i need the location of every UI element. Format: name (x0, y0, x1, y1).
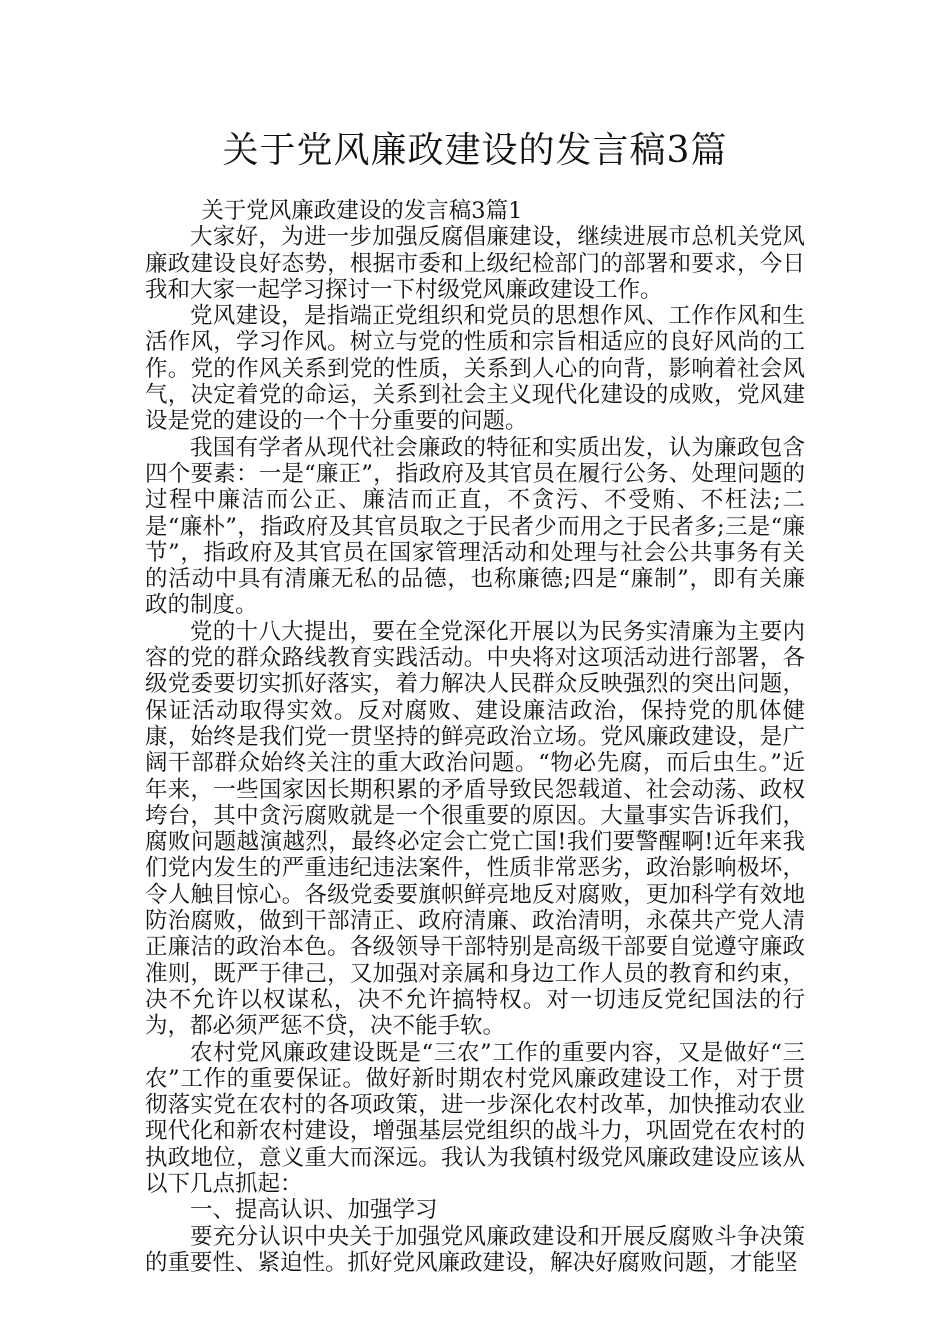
document-subtitle: 关于党风廉政建设的发言稿3篇1 (201, 198, 523, 224)
paragraph-5: 农村党风廉政建设既是“三农”工作的重要内容，又是做好“三农”工作的重要保证。做好新时期农村党风廉政建设工作，对于贯彻落实党在农村的各项政策，进一步深化农村改革，加快推动农业现代化和新农村建设，增强基层党组织的战斗力，巩固党在农村的执政地位，意义重大而深远。我认为我镇村级党风廉政建设应该从以下几点抓起： (145, 1039, 805, 1197)
paragraph-6: 要充分认识中央关于加强党风廉政建设和开展反腐败斗争决策的重要性、紧迫性。抓好党风廉政建设，解决好腐败问题，才能坚 (145, 1223, 805, 1276)
paragraph-3: 我国有学者从现代社会廉政的特征和实质出发，认为廉政包含四个要素：一是“廉正”，指政府及其官员在履行公务、处理问题的过程中廉洁而公正、廉洁而正直，不贪污、不受贿、不枉法;二是“廉朴”，指政府及其官员取之于民者少而用之于民者多;三是“廉节”，指政府及其官员在国家管理活动和处理与社会公共事务有关的活动中具有清廉无私的品德，也称廉德;四是“廉制”，即有关廉政的制度。 (145, 434, 805, 619)
paragraph-4: 党的十八大提出，要在全党深化开展以为民务实清廉为主要内容的党的群众路线教育实践活动。中央将对这项活动进行部署，各级党委要切实抓好落实，着力解决人民群众反映强烈的突出问题，保证活动取得实效。反对腐败、建设廉洁政治，保持党的肌体健康，始终是我们党一贯坚持的鲜亮政治立场。党风廉政建设，是广阔干部群众始终关注的重大政治问题。“物必先腐，而后虫生。”近年来，一些国家因长期积累的矛盾导致民怨载道、社会动荡、政权垮台，其中贪污腐败就是一个很重要的原因。大量事实告诉我们，腐败问题越演越烈，最终必定会亡党亡国!我们要警醒啊!近年来我们党内发生的严重违纪违法案件，性质非常恶劣，政治影响极坏，令人触目惊心。各级党委要旗帜鲜亮地反对腐败，更加科学有效地防治腐败，做到干部清正、政府清廉、政治清明，永葆共产党人清正廉洁的政治本色。各级领导干部特别是高级干部要自觉遵守廉政准则，既严于律己，又加强对亲属和身边工作人员的教育和约束，决不允许以权谋私，决不允许搞特权。对一切违反党纪国法的行为，都必须严惩不贷，决不能手软。 (145, 618, 805, 1040)
paragraph-1: 大家好，为进一步加强反腐倡廉建设，继续进展市总机关党风廉政建设良好态势，根据市委和上级纪检部门的部署和要求，今日我和大家一起学习探讨一下村级党风廉政建设工作。 (145, 224, 805, 303)
paragraph-2: 党风建设，是指端正党组织和党员的思想作风、工作作风和生活作风，学习作风。树立与党的性质和宗旨相适应的良好风尚的工作。党的作风关系到党的性质，关系到人心的向背，影响着社会风气，决定着党的命运，关系到社会主义现代化建设的成败，党风建设是党的建设的一个十分重要的问题。 (145, 303, 805, 435)
section-heading-1: 一、提高认识、加强学习 (190, 1197, 438, 1224)
document-title: 关于党风廉政建设的发言稿3篇 (222, 130, 728, 171)
document-body (145, 198, 805, 1276)
